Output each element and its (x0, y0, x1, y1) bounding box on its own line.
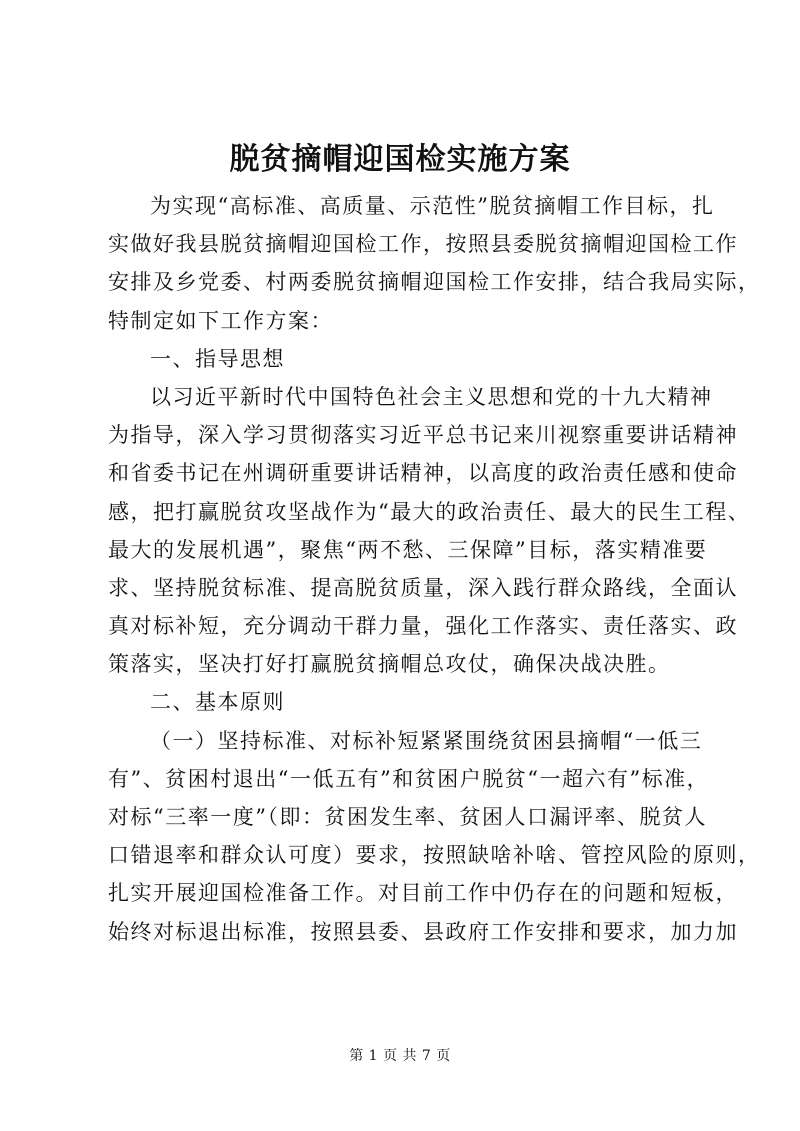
paragraph-line: 为实现“高标准、高质量、示范性”脱贫摘帽工作目标，扎 (150, 194, 715, 218)
section-heading-guiding-thought: 一、指导思想 (150, 346, 285, 371)
paragraph-line: 对标“三率一度”（即：贫困发生率、贫困人口漏评率、脱贫人 (108, 805, 707, 829)
paragraph-line: 特制定如下工作方案： (108, 308, 333, 333)
page-number-footer: 第 1 页 共 7 页 (349, 1048, 451, 1064)
paragraph-line: 始终对标退出标准，按照县委、县政府工作安排和要求，加力加 (108, 919, 738, 944)
paragraph-line: 和省委书记在州调研重要讲话精神，以高度的政治责任感和使命 (108, 461, 738, 486)
paragraph-line: 为指导，深入学习贯彻落实习近平总书记来川视察重要讲话精神 (108, 423, 738, 448)
paragraph-line: 求、坚持脱贫标准、提高脱贫质量，深入践行群众路线，全面认 (108, 575, 738, 600)
paragraph-line: 感，把打赢脱贫攻坚战作为“最大的政治责任、最大的民生工程、 (108, 499, 751, 524)
section-heading-basic-principles: 二、基本原则 (150, 690, 285, 715)
paragraph-line: 实做好我县脱贫摘帽迎国检工作，按照县委脱贫摘帽迎国检工作 (108, 232, 738, 257)
paragraph-line: 有”、贫困村退出“一低五有”和贫困户脱贫“一超六有”标准， (108, 766, 710, 791)
document-title: 脱贫摘帽迎国检实施方案 (229, 142, 571, 177)
document-body (108, 187, 761, 951)
paragraph-line: 以习近平新时代中国特色社会主义思想和党的十九大精神 (150, 384, 713, 409)
paragraph-line: 安排及乡党委、村两委脱贫摘帽迎国检工作安排，结合我局实际， (108, 270, 761, 295)
paragraph-line: 真对标补短，充分调动干群力量，强化工作落实、责任落实、政 (108, 614, 738, 639)
paragraph-line: 口错退率和群众认可度）要求，按照缺啥补啥、管控风险的原则， (108, 843, 761, 868)
paragraph-line: （一）坚持标准、对标补短紧紧围绕贫困县摘帽“一低三 (150, 728, 703, 753)
paragraph-line: 策落实，坚决打好打赢脱贫摘帽总攻仗，确保决战决胜。 (108, 652, 671, 677)
paragraph-line: 扎实开展迎国检准备工作。对目前工作中仍存在的问题和短板， (108, 881, 738, 906)
paragraph-line: 最大的发展机遇”，聚焦“两不愁、三保障”目标，落实精准要 (108, 537, 708, 562)
